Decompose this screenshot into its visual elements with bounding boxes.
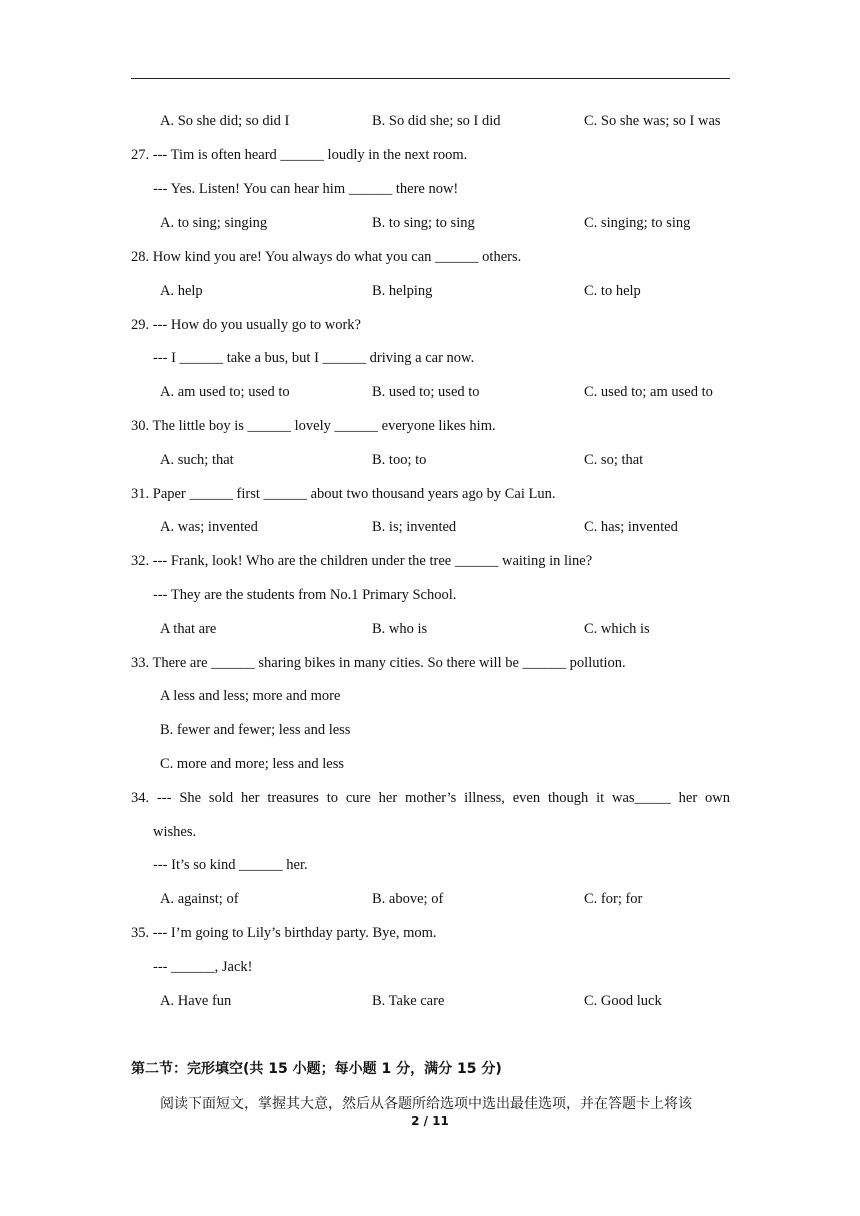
header-rule <box>131 78 730 79</box>
q34-option-c: C. for; for <box>584 891 643 907</box>
q29-reply: --- I ______ take a bus, but I ______ driving a car now. <box>153 350 475 366</box>
q32-option-b: B. who is <box>372 621 428 637</box>
q34-option-a: A. against; of <box>160 891 239 907</box>
q33-option-c: C. more and more; less and less <box>160 756 345 772</box>
q31-option-b: B. is; invented <box>372 519 457 535</box>
section-intro: 阅读下面短文，掌握其大意，然后从各题所给选项中选出最佳选项，并在答题卡上将该 <box>160 1096 692 1112</box>
q26-option-a: A. So she did; so did I <box>160 113 290 129</box>
q35-option-a: A. Have fun <box>160 993 232 1009</box>
q34-stem: 34. --- She sold her treasures to cure her mother’s illness, even though it was_____ her own <box>131 790 730 806</box>
q30-option-b: B. too; to <box>372 452 427 468</box>
q26-option-c: C. So she was; so I was <box>584 113 721 129</box>
q28-option-b: B. helping <box>372 283 433 299</box>
q34-reply: --- It’s so kind ______ her. <box>153 857 308 873</box>
q28-option-c: C. to help <box>584 283 641 299</box>
q29-stem: 29. --- How do you usually go to work? <box>131 317 361 333</box>
q34-option-b: B. above; of <box>372 891 444 907</box>
q34-stem-continued: wishes. <box>153 824 197 840</box>
q35-option-b: B. Take care <box>372 993 445 1009</box>
q31-option-c: C. has; invented <box>584 519 678 535</box>
q27-reply: --- Yes. Listen! You can hear him ______ there now! <box>153 181 459 197</box>
q33-option-a: A less and less; more and more <box>160 688 341 704</box>
q31-stem: 31. Paper ______ first ______ about two thousand years ago by Cai Lun. <box>131 486 556 502</box>
q35-option-c: C. Good luck <box>584 993 662 1009</box>
page-number: 2 / 11 <box>411 1114 449 1128</box>
q27-stem: 27. --- Tim is often heard ______ loudly in the next room. <box>131 147 468 163</box>
q30-option-a: A. such; that <box>160 452 234 468</box>
q28-option-a: A. help <box>160 283 203 299</box>
q27-option-b: B. to sing; to sing <box>372 215 475 231</box>
q32-option-c: C. which is <box>584 621 650 637</box>
q29-option-a: A. am used to; used to <box>160 384 290 400</box>
q27-option-c: C. singing; to sing <box>584 215 691 231</box>
q33-stem: 33. There are ______ sharing bikes in many cities. So there will be ______ pollution. <box>131 655 626 671</box>
q26-option-b: B. So did she; so I did <box>372 113 501 129</box>
q31-option-a: A. was; invented <box>160 519 258 535</box>
q27-option-a: A. to sing; singing <box>160 215 268 231</box>
section-heading: 第二节：完形填空(共 15 小题；每小题 1 分，满分 15 分) <box>131 1061 502 1077</box>
q30-stem: 30. The little boy is ______ lovely ______ everyone likes him. <box>131 418 496 434</box>
q28-stem: 28. How kind you are! You always do what you can ______ others. <box>131 249 522 265</box>
q29-option-b: B. used to; used to <box>372 384 480 400</box>
q29-option-c: C. used to; am used to <box>584 384 713 400</box>
q35-stem: 35. --- I’m going to Lily’s birthday party. Bye, mom. <box>131 925 437 941</box>
q33-option-b: B. fewer and fewer; less and less <box>160 722 351 738</box>
q32-option-a: A that are <box>160 621 217 637</box>
q30-option-c: C. so; that <box>584 452 644 468</box>
q32-reply: --- They are the students from No.1 Primary School. <box>153 587 457 603</box>
q35-reply: --- ______, Jack! <box>153 959 253 975</box>
q32-stem: 32. --- Frank, look! Who are the children under the tree ______ waiting in line? <box>131 553 593 569</box>
